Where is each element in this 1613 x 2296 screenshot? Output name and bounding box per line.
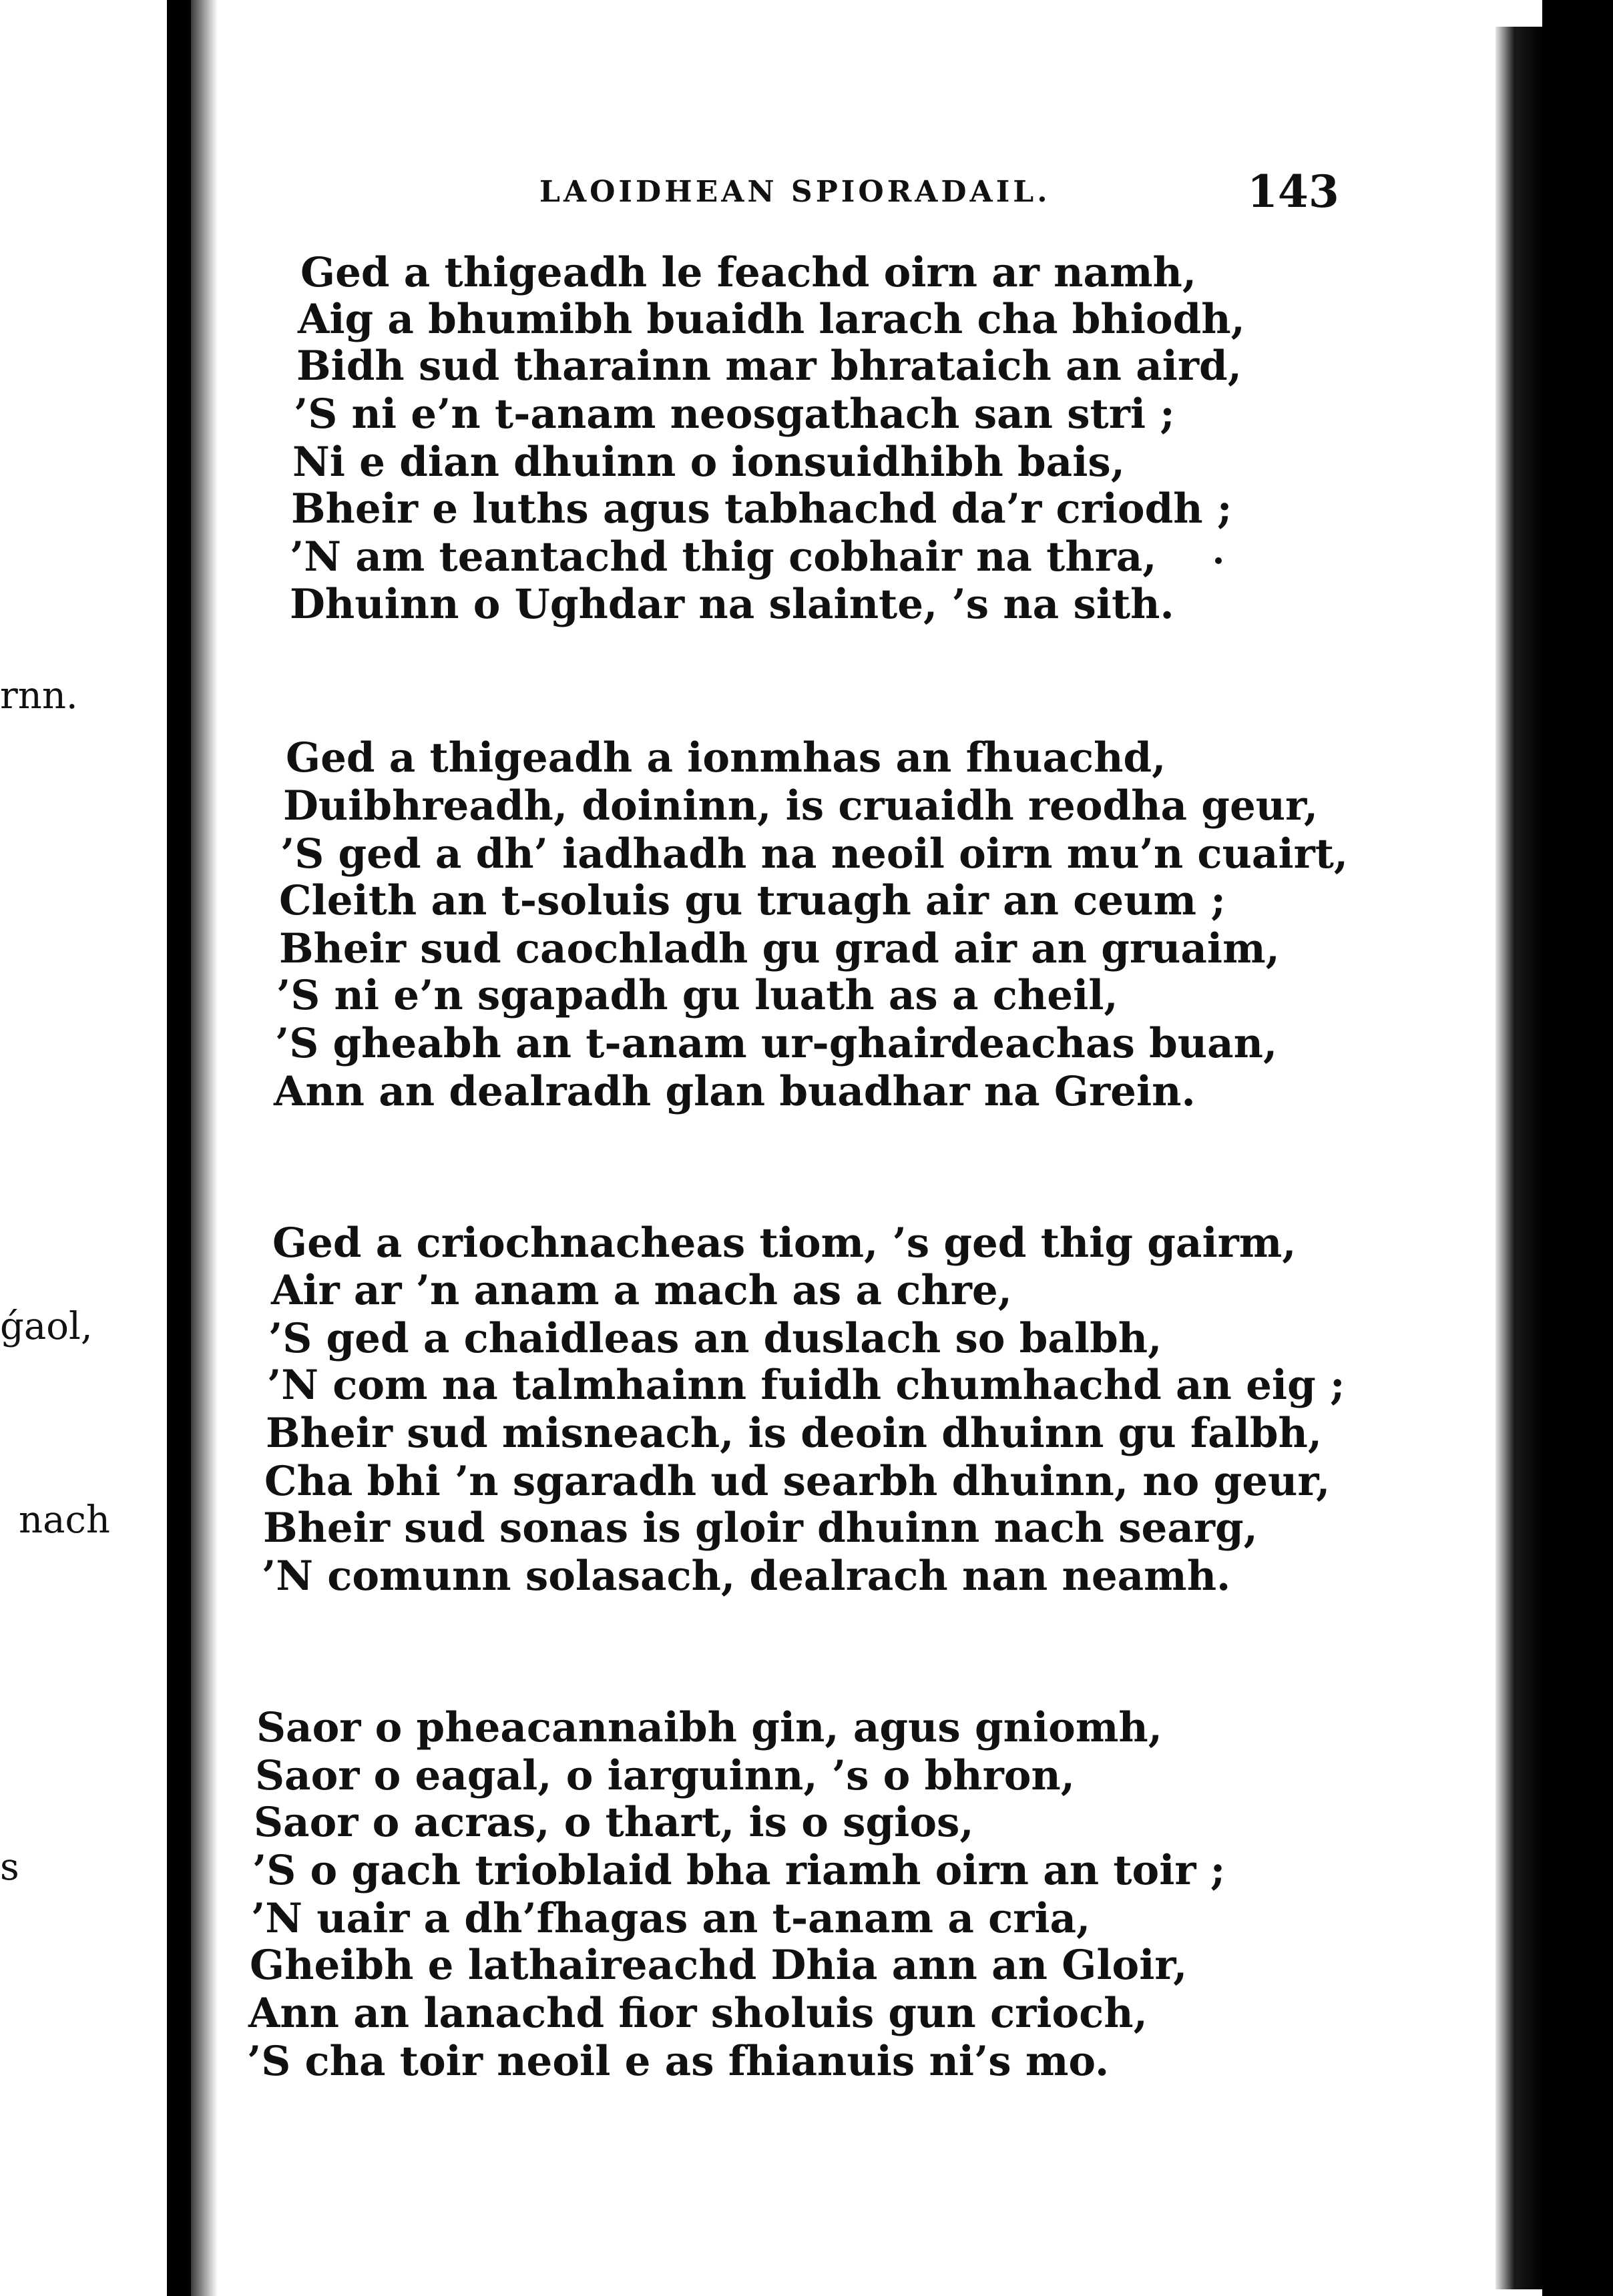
verse-line: Cha bhi ’n sgaradh ud searbh dhuinn, no geur, [264, 1458, 1331, 1505]
verse-line: ’S ged a chaidleas an duslach so balbh, [268, 1315, 1162, 1362]
verse-line: ’N com na talmhainn fuidh chumhachd an eig ; [267, 1362, 1345, 1409]
left-page-fragment: s [0, 1845, 19, 1889]
verse-line: Ged a thigeadh le feachd oirn ar namh, [300, 249, 1197, 296]
book-block-edge [1542, 0, 1613, 2296]
left-facing-page [0, 0, 167, 2296]
running-head: LAOIDHEAN SPIORADAIL. [539, 175, 1051, 209]
verse-line: ’S ni e’n sgapadh gu luath as a cheil, [276, 972, 1118, 1019]
verse-line: Cleith an t-soluis gu truagh air an ceum ; [279, 877, 1226, 924]
verse-line: ’N am teantachd thig cobhair na thra, [290, 533, 1157, 581]
left-page-fragment: rnn. [0, 674, 78, 718]
verse-line: ’S ni e’n t-anam neosgathach san stri ; [294, 390, 1175, 438]
ink-speck [1215, 557, 1222, 564]
verse-line: Ged a criochnacheas tiom, ’s ged thig gairm, [272, 1219, 1297, 1267]
verse-line: Ni e dian dhuinn o ionsuidhibh bais, [292, 439, 1125, 486]
verse-line: Gheibh e lathaireachd Dhia ann an Gloir, [250, 1942, 1188, 1989]
verse-line: Duibhreadh, doininn, is cruaidh reodha geur, [283, 782, 1319, 830]
left-page-fragment: nach [19, 1498, 110, 1542]
verse-line: Bheir e luths agus tabhachd da’r criodh ; [291, 485, 1232, 533]
verse-line: Ann an lanachd fior sholuis gun crioch, [248, 1990, 1148, 2037]
verse-line: Saor o eagal, o iarguinn, ’s o bhron, [255, 1752, 1075, 1799]
verse-line: ’N uair a dh’fhagas an t-anam a cria, [251, 1895, 1091, 1942]
verse-line: Bheir sud sonas is gloir dhuinn nach searg, [263, 1504, 1258, 1552]
left-page-fragment: ǵaol, [0, 1305, 93, 1348]
verse-line: Ged a thigeadh a ionmhas an fhuachd, [286, 734, 1166, 782]
verse-line: Dhuinn o Ughdar na slainte, ’s na sith. [290, 581, 1174, 628]
page-edge-shadow [1495, 27, 1542, 2289]
verse-line: Saor o acras, o thart, is o sgios, [254, 1799, 974, 1846]
verse-line: ’S gheabh an t-anam ur-ghairdeachas buan, [275, 1020, 1278, 1067]
verse-line: Bheir sud misneach, is deoin dhuinn gu falbh, [266, 1410, 1323, 1457]
verse-line: ’N comunn solasach, dealrach nan neamh. [262, 1552, 1231, 1600]
page-number: 143 [1247, 166, 1339, 218]
verse-line: Bheir sud caochladh gu grad air an gruaim, [279, 925, 1280, 972]
verse-line: Bidh sud tharainn mar bhrataich an aird, [296, 342, 1242, 390]
verse-line: ’S o gach trioblaid bha riamh oirn an toir ; [252, 1847, 1226, 1894]
book-gutter [167, 0, 191, 2296]
verse-line: Aig a bhumibh buaidh larach cha bhiodh, [298, 296, 1245, 343]
verse-line: ’S ged a dh’ iadhadh na neoil oirn mu’n cuairt, [280, 830, 1349, 878]
verse-line: ’S cha toir neoil e as fhianuis ni’s mo. [247, 2038, 1110, 2085]
verse-line: Air ar ’n anam a mach as a chre, [271, 1267, 1012, 1314]
verse-line: Saor o pheacannaibh gin, agus gniomh, [256, 1704, 1162, 1751]
verse-line: Ann an dealradh glan buadhar na Grein. [274, 1068, 1196, 1115]
gutter-shadow [191, 0, 218, 2296]
